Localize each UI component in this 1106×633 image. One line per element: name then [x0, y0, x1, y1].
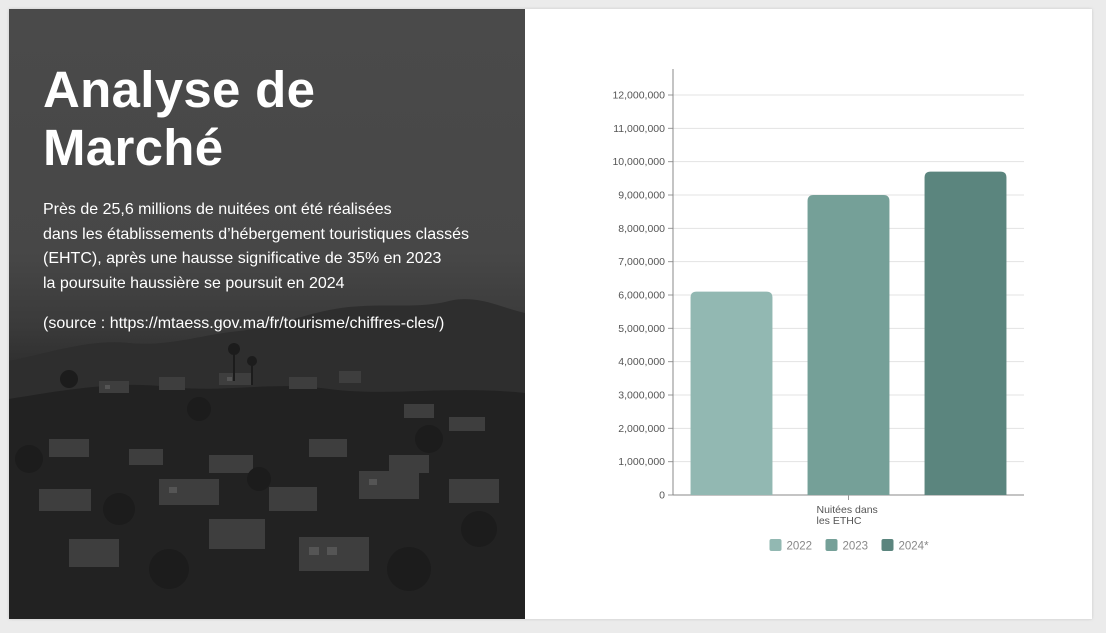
- bar-2024: [925, 172, 1007, 495]
- y-tick-label: 9,000,000: [618, 189, 665, 202]
- bar-2023: [808, 195, 890, 495]
- x-tick-label: les ETHC: [816, 515, 862, 527]
- legend-swatch: [882, 539, 894, 551]
- y-tick-label: 7,000,000: [618, 256, 665, 269]
- y-tick-label: 0: [659, 489, 665, 502]
- y-tick-label: 11,000,000: [613, 122, 665, 135]
- y-tick-label: 5,000,000: [618, 322, 665, 335]
- legend-label: 2023: [842, 540, 869, 553]
- y-tick-label: 3,000,000: [618, 389, 665, 402]
- y-tick-label: 10,000,000: [612, 156, 665, 169]
- y-tick-label: 6,000,000: [618, 289, 665, 302]
- bar-2022: [691, 292, 773, 495]
- page-title: Analyse de Marché: [43, 61, 316, 176]
- legend-label: 2024*: [898, 540, 929, 553]
- source-text: (source : https://mtaess.gov.ma/fr/tourisme/chiffres-cles/): [43, 315, 445, 332]
- legend-swatch: [826, 539, 838, 551]
- y-tick-label: 2,000,000: [618, 422, 665, 435]
- y-tick-label: 8,000,000: [618, 222, 665, 235]
- y-tick-label: 12,000,000: [612, 89, 665, 102]
- slide: [9, 9, 1092, 619]
- hero-panel: [9, 9, 525, 619]
- y-tick-label: 1,000,000: [618, 456, 665, 469]
- y-tick-label: 4,000,000: [618, 356, 665, 369]
- legend-swatch: [770, 539, 782, 551]
- description-text: Près de 25,6 millions de nuitées ont été réalisées dans les établissements d’hébergement touristiques classés (EHTC), après une hausse significative de 35% en 2023 la poursuite haussière se poursuit en 2024: [43, 201, 470, 292]
- chart-area: [525, 9, 1092, 619]
- legend-label: 2022: [786, 540, 813, 553]
- x-tick-label: Nuitées dans: [816, 504, 878, 516]
- bar-chart: [525, 9, 1092, 619]
